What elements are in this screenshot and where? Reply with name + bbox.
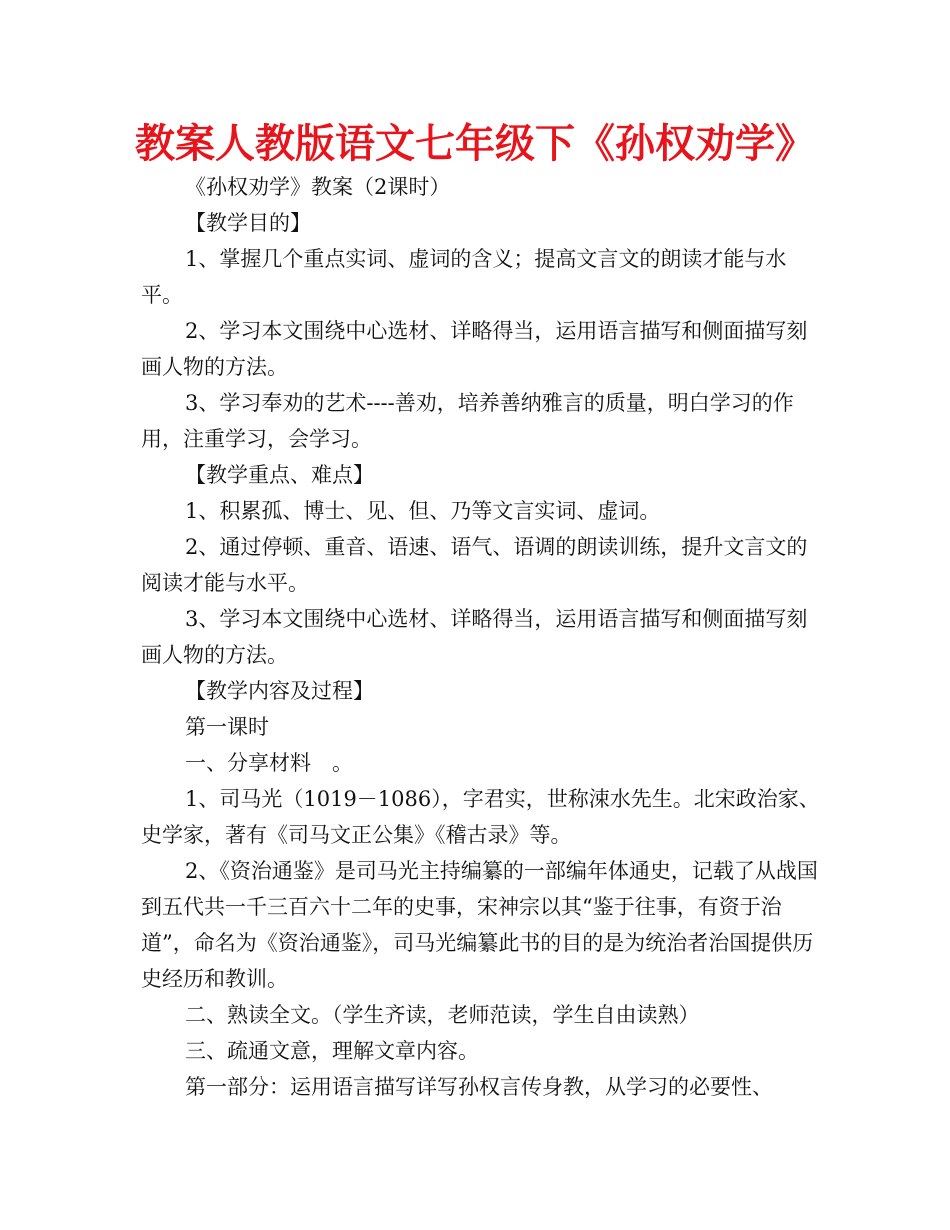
paragraph: 2、通过停顿、重音、语速、语气、语调的朗读训练，提升文言文的阅读才能与水平。	[141, 535, 808, 595]
paragraph: 2、学习本文围绕中心选材、详略得当，运用语言描写和侧面描写刻画人物的方法。	[141, 319, 808, 379]
heading-teaching-objectives: 【教学目的】	[185, 211, 311, 235]
paragraph: 1、司马光（1019－1086），字君实，世称涑水先生。北宋政治家、史学家，著有《司马文正公集》《稽古录》等。	[141, 787, 820, 847]
paragraph: 3、学习奉劝的艺术----善劝，培养善纳雅言的质量，明白学习的作用，注重学习，会学习。	[141, 391, 794, 451]
heading-key-points: 【教学重点、难点】	[185, 463, 374, 487]
heading-content-process: 【教学内容及过程】	[185, 679, 374, 703]
document-title: 教案人教版语文七年级下《孙权劝学》	[135, 121, 815, 167]
paragraph-subtitle: 《孙权劝学》教案（2课时）	[185, 175, 451, 199]
paragraph: 一、分享材料 。	[185, 751, 353, 775]
paragraph: 1、积累孤、博士、见、但、乃等文言实词、虚词。	[185, 499, 661, 523]
paragraph: 2、《资治通鉴》是司马光主持编纂的一部编年体通史，记载了从战国到五代共一千三百六十二年的史事，宋神宗以其“鉴于往事，有资于治道”，命名为《资治通鉴》，司马光编纂此书的目的是为统治者治国提供历史经历和教训。	[141, 859, 818, 991]
heading-first-lesson: 第一课时	[185, 715, 269, 739]
paragraph: 三、疏通文意，理解文章内容。	[185, 1039, 479, 1063]
document-body	[141, 169, 821, 1105]
paragraph: 1、掌握几个重点实词、虚词的含义；提高文言文的朗读才能与水平。	[141, 247, 787, 307]
paragraph: 3、学习本文围绕中心选材、详略得当，运用语言描写和侧面描写刻画人物的方法。	[141, 607, 808, 667]
paragraph: 第一部分：运用语言描写详写孙权言传身教，从学习的必要性、	[185, 1075, 773, 1099]
paragraph: 二、熟读全文。（学生齐读，老师范读，学生自由读熟）	[185, 1003, 700, 1027]
